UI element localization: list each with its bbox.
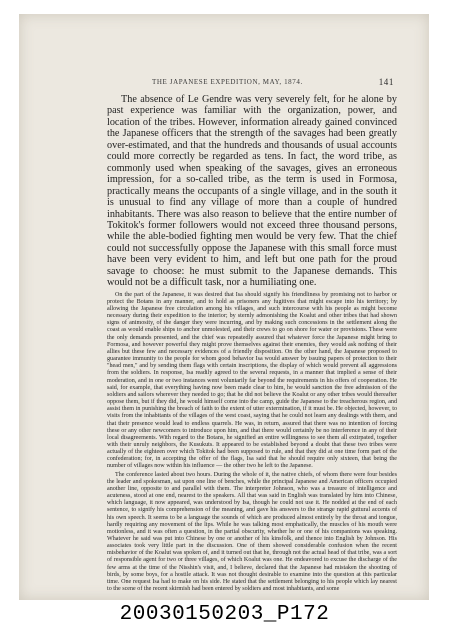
main-text: [107, 94, 397, 289]
footnote-block: [107, 292, 397, 594]
main-paragraph: The absence of Le Gendre was very severely felt, for he alone by past experience was familiar with the organization, power, and location of the tribes. However, information already gained convinced the Japanese officers that the strength of the savages had been greatly over-estimated, and that the hundreds and thousands of usual accounts could more correctly be regarded as tens. In fact, the word tribe, as commonly used when speaking of the savages, gives an erroneous impression, for a so-called tribe, as the term is used in Formosa, practically means the occupants of a single village, and in the south it is unusual to find any village of more than a couple of hundred inhabitants. There was also reason to believe that the entire number of Tokitok's former followers would not exceed three thousand persons, while the able-bodied fighting men would be very few. That the chief could not successfully oppose the Japanese with this small force must have been very evident to him, and left but one path for the proud savage to choose: he must submit to the Japanese demands. This would not be a difficult task, nor a humiliating one.: [107, 94, 397, 289]
footnote-paragraph-1: On the part of the Japanese, it was desired that Isa should signify his friendliness by promising not to harbor or protect the Botans in any manner, and to hold as prisoners any fugitives that might escape into his territory; by allowing the Japanese free circulation among his villages, and such intercourse with his people as might become necessary during their expedition to the interior; by sternly admonishing the Koalut and other tribes that had shown signs of animosity, of the danger they were incurring, and by making such concessions in the settlement along the coast as would enable ships to anchor unmolested, and their crews to go on shore for water or provisions. These were the only demands presented, and the chief was repeatedly assured that whatever force the Japanese might bring to Formosa, and however powerful they might prove themselves against their enemies, they would ask nothing of their allies but these few and necessary evidences of a friendly disposition. On the other hand, the Japanese proposed to guarantee immunity to the people for whom good behavior Isa would answer by issuing papers of protection to their "head men," and by sending them flags with certain inscriptions, the display of which would prevent all aggressions from the soldiers. In response, Isa readily agreed to the several requests, in a manner that implied a sense of their moderation, and in one or two instances went voluntarily far beyond the requirements in his offers of cooperation. He said, for example, that everything having now been made clear to him, he would sanction the free admission of the soldiers and sailors wherever they needed to go; that he did not believe the Koalut or any other tribes would thereafter oppose them, but if they did, he would himself come into the camp, guide the Japanese to the treacherous region, and assist them in punishing the breach of faith to the extent of utter extermination, if it must be. He objected, however, to visits from the inhabitants of the villages of the west coast, saying that he could not learn any dealings with them, and that their presence would lead to endless quarrels. He was, in return, assured that there was no intention of forcing these or any other newcomers to introduce upon him, and that there would certainly be no interference in any of their local disagreements. With regard to the Botans, he signified an entire willingness to see them all extirpated, together with their unruly neighbors, the Kusukuts. It appeared to be established beyond a doubt that these two tribes were actually of the eighteen over which Tokitok had been supposed to rule, and that they did at one time form part of the confederation; for, in accepting the offer of the flags, Isa said that he should require only sixteen, that being the number of villages now within his influence — the other two he left to the Japanese.: [107, 291, 397, 470]
footnote-paragraph-2: The conference lasted about two hours. During the whole of it, the native chiefs, of whom there were four besides the leader and spokesman, sat upon one line of benches, while the principal Japanese and American officers occupied another line, opposite to and parallel with them. The interpreter Johnson, who was a treasure of intelligence and acuteness, stood at one end, nearest to the speakers. All that was said in English was translated by him into Chinese, which language, it now appeared, was understood by Isa, though he could not use it. He nodded at the end of each sentence, to signify his comprehension of the meaning, and gave his answers to the strange rapid guttural accents of his own speech. It seems to be a language the sounds of which are produced almost entirely by the throat and tongue, hardly requiring any movement of the lips. While he was talking most emphatically, the muscles of his mouth were motionless, and it was often a question, in the partial obscurity, whether he or one of his companions was speaking. Whatever he said was put into Chinese by one or another of his kinsfolk, and thence into English by Johnson. His associates took very little part in the discussion. One of them showed considerable confusion when the recent misbehavior of the Koalut was spoken of, and it turned out that he, through not the actual head of that tribe, was a sort of responsible agent for two or three villages, of which Koalut was one. He endeavored to excuse the discharge of the few arms at the time of the Nisshin's visit, and, I believe, declared that the Japanese had mistaken the shooting of birds, by some boys, for a hostile attack. It was not thought desirable to examine into the question at this particular time. One request Isa had to make on his side. He stated that the settlement belonging to his people which lay nearest to the scene of the recent skirmish had been entered by soldiers and most inhabitants, and some: [107, 471, 397, 593]
running-title: THE JAPANESE EXPEDITION, MAY, 1874.: [152, 78, 303, 86]
book-page: [19, 14, 429, 600]
scan-caption: 20030150203_P172: [119, 603, 330, 626]
running-header: [19, 78, 429, 90]
page-number: 141: [378, 77, 394, 87]
page-body: [107, 94, 397, 594]
